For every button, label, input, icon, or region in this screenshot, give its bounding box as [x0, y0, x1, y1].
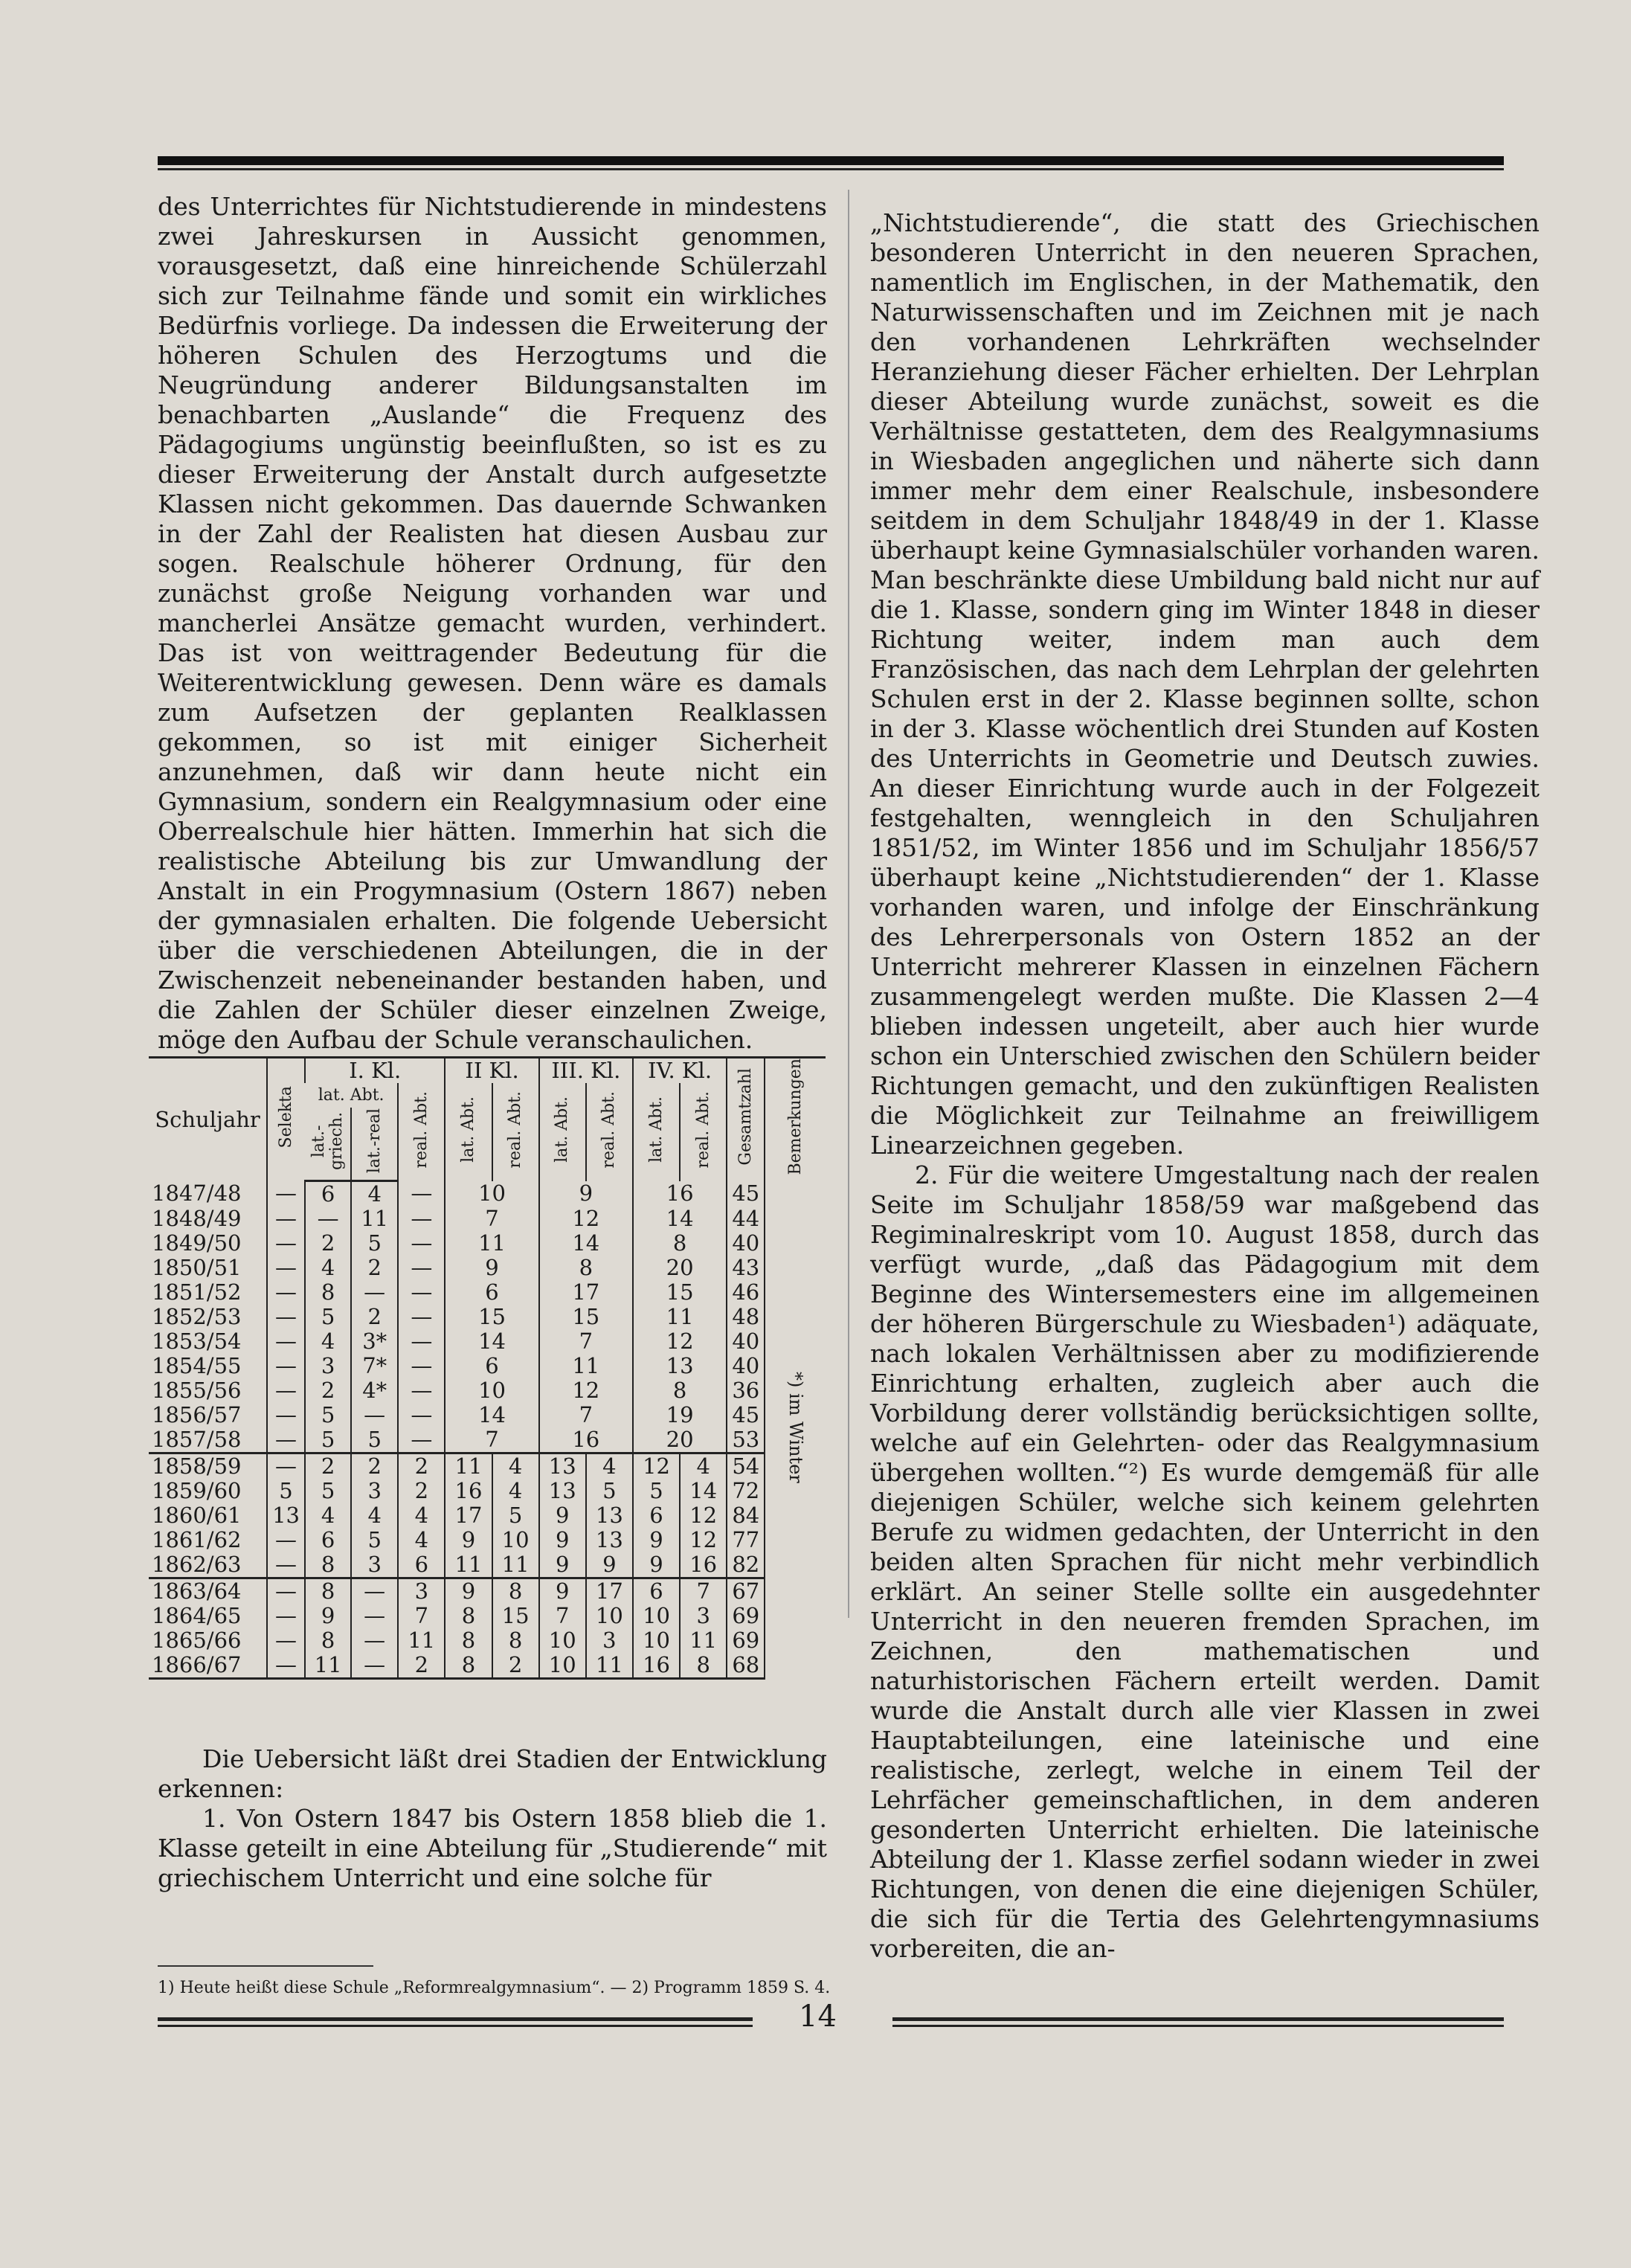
header-kl2-lat: lat. Abt. — [445, 1083, 492, 1181]
right-column — [870, 208, 1540, 1964]
table-cell: 2 — [398, 1453, 445, 1480]
table-cell: 5 — [305, 1403, 351, 1427]
header-kl4-real: real. Abt. — [680, 1083, 727, 1181]
after-table-text — [158, 1744, 827, 1893]
table-cell: 6 — [305, 1181, 351, 1207]
table-cell: 13 — [267, 1503, 305, 1528]
table-cell: 1863/64 — [149, 1578, 267, 1604]
table-row — [149, 1479, 826, 1503]
table-row — [149, 1256, 826, 1280]
table-cell: — — [351, 1653, 398, 1679]
table-row — [149, 1578, 826, 1604]
header-kl3: III. Kl. — [539, 1058, 633, 1084]
table-cell: 1855/56 — [152, 1378, 242, 1403]
table-cell: — — [398, 1256, 445, 1280]
right-paragraph-1: „Nichtstudierende“, die statt des Griechischen besonderen Unterricht in den neueren Sprachen, namentlich im Englischen, in der Mathematik, den Naturwissenschaften und im Zeichnen mit je nach den vorhandenen Lehrkräften wechselnder Heranziehung dieser Fächer erhielten. Der Lehrplan dieser Abteilung wurde zunächst, soweit es die Verhältnisse gestatteten, dem des Realgymnasiums in Wiesbaden angeglichen und näherte sich dann immer mehr dem einer Realschule, insbesondere seitdem in dem Schuljahr 1848/49 in der 1. Klasse überhaupt keine Gymnasialschüler vorhanden waren. Man beschränkte diese Umbildung bald nicht nur auf die 1. Klasse, sondern ging im Winter 1848 in dieser Richtung weiter, indem man auch dem Französischen, das nach dem Lehrplan der gelehrten Schulen erst in der 2. Klasse beginnen sollte, schon in der 3. Klasse wöchentlich drei Stunden auf Kosten des Unterrichts in Geometrie und Deutsch zuwies. An dieser Einrichtung wurde auch in der Folgezeit festgehalten, wenngleich in den Schuljahren 1851/52, im Winter 1856 und im Schuljahr 1856/57 überhaupt keine „Nichtstudierenden“ der 1. Klasse vorhanden waren, und infolge der Einschränkung des Lehrerpersonals von Ostern 1852 an der Unterricht mehrerer Klassen in einzelnen Fächern zusammengelegt werden mußte. Die Klassen 2—4 blieben indessen ungeteilt, aber auch hier wurde schon ein Unterschied zwischen den Schülern beider Richtungen gemacht, und den zukünftigen Realisten die Möglichkeit zur Teilnahme an freiwilligem Linearzeichnen gegeben. — [870, 208, 1540, 1160]
table-cell: 2 — [305, 1378, 351, 1403]
header-kl1-lat: lat. Abt. — [318, 1086, 385, 1105]
table-cell: 9 — [445, 1578, 492, 1604]
table-cell: 69 — [727, 1628, 765, 1653]
table-cell: 5 — [305, 1305, 351, 1329]
right-paragraph-2: 2. Für die weitere Umgestaltung nach der realen Seite im Schuljahr 1858/59 war maßgebend das Regiminalreskript vom 10. August 1858, durch das verfügt wurde, „daß das Pädagogium mit dem Beginne des Wintersemesters eine im allgemeinen der höheren Bürgerschule zu Wiesbaden¹) adäquate, nach lokalen Verhältnissen aber zu modifizierende Einrichtung erhalten, zugleich aber auch die Vorbildung derer vollständig berücksichtigen sollte, welche auf ein Gelehrten- oder das Realgymnasium übergehen wollten.“²) Es wurde demgemäß für alle diejenigen Schüler, welche sich keinem gelehrten Berufe zu widmen gedachten, der Unterricht in den beiden alten Sprachen für nicht mehr verbindlich erklärt. An seiner Stelle sollte ein ausgedehnter Unterricht in den neueren fremden Sprachen, im Zeichnen, den mathematischen und naturhistorischen Fächern erteilt werden. Damit wurde die Anstalt durch alle vier Klassen in zwei Hauptabteilungen, eine lateinische und eine realistische, zerlegt, welche in einem Teil der Lehrfächer gemeinschaftlichen, in dem anderen gesonderten Unterricht erhielten. Die lateinische Abteilung der 1. Klasse zerfiel sodann wieder in zwei Richtungen, von denen die eine diejenigen Schüler, die sich für die Tertia des Gelehrtengymnasiums vorbereiten, die an- — [870, 1160, 1540, 1963]
table-cell: 9 — [445, 1256, 538, 1280]
table-cell: 1858/59 — [149, 1453, 267, 1480]
table-cell: — — [267, 1528, 305, 1552]
table-cell: 1849/50 — [152, 1230, 242, 1256]
table-cell: 11 — [445, 1453, 492, 1480]
table-cell: 16 — [680, 1552, 727, 1578]
table-cell: — — [267, 1305, 305, 1329]
table-cell: 12 — [633, 1329, 727, 1354]
table-cell: — — [398, 1354, 445, 1378]
table-cell: 69 — [727, 1604, 765, 1628]
table-cell: 10 — [633, 1628, 680, 1653]
table-cell: 16 — [445, 1479, 492, 1503]
table-cell: 7 — [398, 1604, 445, 1628]
table-cell: — — [267, 1604, 305, 1628]
header-gesamt: Gesamtzahl — [727, 1058, 765, 1181]
table-cell: 6 — [305, 1528, 351, 1552]
table-cell: 9 — [633, 1552, 680, 1578]
table-cell: 4 — [305, 1256, 351, 1280]
table-cell: 1861/62 — [152, 1527, 242, 1552]
table-cell: 16 — [633, 1653, 680, 1679]
table-cell: 3 — [586, 1628, 633, 1653]
table-cell: 5 — [305, 1427, 351, 1453]
table-cell: 1866/67 — [149, 1653, 267, 1679]
table-cell: 7 — [445, 1427, 538, 1453]
table-cell: 1859/60 — [152, 1478, 242, 1503]
table-cell: 2 — [492, 1653, 539, 1679]
table-cell: 15 — [539, 1305, 633, 1329]
table-cell: 40 — [727, 1231, 765, 1256]
header-kl4: IV. Kl. — [633, 1058, 727, 1084]
table-row — [149, 1628, 826, 1653]
table-cell: 13 — [586, 1503, 633, 1528]
table-cell: 13 — [633, 1354, 727, 1378]
table-row — [149, 1453, 826, 1480]
table-cell: — — [398, 1403, 445, 1427]
table-row — [149, 1503, 826, 1528]
table-cell: 12 — [633, 1453, 680, 1480]
table-cell: — — [267, 1378, 305, 1403]
table-cell: 10 — [492, 1528, 539, 1552]
table-cell: 8 — [305, 1552, 351, 1578]
table-cell: 1850/51 — [152, 1255, 242, 1280]
table-row — [149, 1231, 826, 1256]
table-cell: — — [267, 1653, 305, 1679]
table-cell: 13 — [539, 1453, 586, 1480]
table-cell: 10 — [539, 1653, 586, 1679]
table-row — [149, 1427, 826, 1453]
table-cell: 12 — [539, 1378, 633, 1403]
table-cell: 16 — [539, 1427, 633, 1453]
header-schuljahr: Schuljahr — [149, 1058, 267, 1181]
table-cell: 11 — [305, 1653, 351, 1679]
table-cell: 2 — [351, 1256, 398, 1280]
table-cell: 1851/52 — [152, 1279, 242, 1305]
table-cell: — — [267, 1231, 305, 1256]
table-cell: — — [398, 1329, 445, 1354]
table-cell: 8 — [305, 1578, 351, 1604]
table-cell: 1862/63 — [152, 1552, 242, 1577]
table-cell: 4 — [492, 1479, 539, 1503]
header-bemerkungen: Bemerkungen — [765, 1058, 826, 1181]
table-cell: 8 — [492, 1628, 539, 1653]
table-cell: — — [267, 1427, 305, 1453]
table-cell: 43 — [727, 1256, 765, 1280]
header-kl2-real: real. Abt. — [492, 1083, 539, 1181]
table-cell: 4 — [351, 1181, 398, 1207]
table-cell: 44 — [727, 1207, 765, 1231]
table-cell: 3 — [351, 1552, 398, 1578]
table-cell: 36 — [727, 1378, 765, 1403]
table-cell: 11 — [351, 1207, 398, 1231]
table-cell: 10 — [445, 1378, 538, 1403]
table-cell: — — [398, 1231, 445, 1256]
table-cell: 45 — [727, 1403, 765, 1427]
table-cell: 7 — [539, 1604, 586, 1628]
table-cell: 15 — [492, 1604, 539, 1628]
header-kl1: I. Kl. — [305, 1058, 445, 1084]
table-cell: 40 — [727, 1354, 765, 1378]
table-cell: — — [267, 1552, 305, 1578]
left-paragraph-1: des Unterrichtes für Nichtstudierende in mindestens zwei Jahreskursen in Aussicht genommen, vorausgesetzt, daß eine hinreichende Schülerzahl sich zur Teilnahme fände und somit ein wirkliches Bedürfnis vorliege. Da indessen die Erweiterung der höheren Schulen des Herzogtums und die Neugründung anderer Bildungsanstalten im benachbarten „Auslande“ die Frequenz des Pädagogiums ungünstig beeinflußten, so ist es zu dieser Erweiterung der Anstalt durch aufgesetzte Klassen nicht gekommen. Das dauernde Schwanken in der Zahl der Realisten hat diesen Ausbau zur sogen. Realschule höherer Ordnung, für den zunächst große Neigung vorhanden war und mancherlei Ansätze gemacht wurden, verhindert. Das ist von weittragender Bedeutung für die Weiterentwicklung gewesen. Denn wäre es damals zum Aufsetzen der geplanten Realklassen gekommen, so ist mit einiger Sicherheit anzunehmen, daß wir dann heute nicht ein Gymnasium, sondern ein Realgymnasium oder eine Oberrealschule hier hätten. Immerhin hat sich die realistische Abteilung bis zur Umwandlung der Anstalt in ein Progymnasium (Ostern 1867) neben der gymnasialen erhalten. Die folgende Uebersicht über die verschiedenen Abteilungen, die in der Zwischenzeit nebeneinander bestanden haben, und die Zahlen der Schüler dieser einzelnen Zweige, möge den Aufbau der Schule veranschaulichen. — [158, 192, 827, 1054]
table-cell: 40 — [727, 1329, 765, 1354]
table-cell: 1852/53 — [152, 1304, 242, 1329]
table-cell: 5 — [351, 1528, 398, 1552]
table-cell: 54 — [727, 1453, 765, 1480]
table-cell: 77 — [727, 1528, 765, 1552]
table-cell: 1853/54 — [152, 1329, 242, 1354]
table-cell: 8 — [633, 1231, 727, 1256]
table-cell: 4 — [492, 1453, 539, 1480]
table-cell: — — [267, 1403, 305, 1427]
table-cell: — — [398, 1181, 445, 1207]
table-row — [149, 1305, 826, 1329]
table-cell: 1847/48 — [152, 1180, 242, 1207]
table-cell: 8 — [305, 1628, 351, 1653]
table-cell: 15 — [445, 1305, 538, 1329]
table-row — [149, 1403, 826, 1427]
table-cell: 4 — [398, 1503, 445, 1528]
table-cell: — — [267, 1354, 305, 1378]
page-number: 14 — [799, 1999, 837, 2034]
table-cell: 13 — [539, 1479, 586, 1503]
table-body — [149, 1181, 826, 1679]
table-cell: 12 — [539, 1207, 633, 1231]
table-cell: 9 — [633, 1528, 680, 1552]
table-cell: 5 — [492, 1503, 539, 1528]
table-cell: 4 — [398, 1528, 445, 1552]
header-selekta: Selekta — [267, 1058, 305, 1181]
table-cell: 3* — [351, 1329, 398, 1354]
table-cell: 6 — [445, 1280, 538, 1305]
table-cell: 20 — [633, 1256, 727, 1280]
table-cell: 4* — [351, 1378, 398, 1403]
table-cell: 7 — [680, 1578, 727, 1604]
table-cell: 2 — [398, 1653, 445, 1679]
table-cell: — — [351, 1578, 398, 1604]
table-cell: 3 — [398, 1578, 445, 1604]
table-cell: 68 — [727, 1653, 765, 1679]
table-cell: 1854/55 — [152, 1353, 242, 1378]
table-cell: 3 — [680, 1604, 727, 1628]
table-cell: 11 — [398, 1628, 445, 1653]
table-cell: 5 — [305, 1479, 351, 1503]
table-cell: 5 — [267, 1479, 305, 1503]
table-cell: 3 — [305, 1354, 351, 1378]
table-cell: 4 — [680, 1453, 727, 1480]
table-cell: 2 — [351, 1305, 398, 1329]
table-cell: — — [267, 1181, 305, 1207]
table-cell: — — [267, 1256, 305, 1280]
top-rule-thin — [158, 168, 1504, 170]
table-row — [149, 1354, 826, 1378]
table-cell: — — [398, 1280, 445, 1305]
header-kl1-latgr: lat.-griech. — [305, 1108, 351, 1181]
table-cell: 11 — [492, 1552, 539, 1578]
table-cell: — — [267, 1329, 305, 1354]
table-cell: 8 — [445, 1653, 492, 1679]
table-cell: 13 — [586, 1528, 633, 1552]
table-row — [149, 1653, 826, 1679]
table-cell: 8 — [305, 1280, 351, 1305]
table-cell: 4 — [586, 1453, 633, 1480]
table-cell: — — [351, 1403, 398, 1427]
table-cell: 46 — [727, 1280, 765, 1305]
table-cell: 9 — [539, 1181, 633, 1207]
header-kl4-lat: lat. Abt. — [633, 1083, 680, 1181]
left-column — [158, 192, 827, 1055]
table-cell: — — [351, 1628, 398, 1653]
table-cell: 9 — [539, 1552, 586, 1578]
table-cell: 11 — [539, 1354, 633, 1378]
table-cell: 8 — [492, 1578, 539, 1604]
table-cell: 5 — [586, 1479, 633, 1503]
table-cell: 8 — [633, 1378, 727, 1403]
table-cell: 6 — [398, 1552, 445, 1578]
table-cell: 17 — [539, 1280, 633, 1305]
table-cell: — — [398, 1207, 445, 1231]
table-cell: 15 — [633, 1280, 727, 1305]
table-cell: 1856/57 — [152, 1402, 242, 1427]
table-cell: 11 — [445, 1231, 538, 1256]
table-cell: 53 — [727, 1427, 765, 1453]
table-row — [149, 1604, 826, 1628]
table-cell: 11 — [633, 1305, 727, 1329]
table-cell: 2 — [305, 1453, 351, 1480]
table-cell: 6 — [633, 1578, 680, 1604]
table-cell: 1864/65 — [152, 1603, 242, 1628]
table-cell: 11 — [586, 1653, 633, 1679]
table-cell: 8 — [539, 1256, 633, 1280]
table-cell: 1848/49 — [152, 1206, 242, 1231]
student-statistics-table — [149, 1056, 826, 1680]
table-cell: 8 — [445, 1604, 492, 1628]
top-rule — [158, 156, 1504, 165]
table-cell: 5 — [633, 1479, 680, 1503]
table-cell: 6 — [445, 1354, 538, 1378]
table-cell: 9 — [305, 1604, 351, 1628]
table-row — [149, 1552, 826, 1578]
table-cell: 14 — [539, 1231, 633, 1256]
table-cell: 45 — [727, 1181, 765, 1207]
table-cell: 20 — [633, 1427, 727, 1453]
table-cell: 84 — [727, 1503, 765, 1528]
bottom-rule-left-thin — [158, 2025, 753, 2027]
table-cell: — — [398, 1378, 445, 1403]
footnote-rule — [158, 1965, 373, 1967]
bottom-rule-left — [158, 2017, 753, 2021]
table-cell: 12 — [680, 1528, 727, 1552]
table-cell: 5 — [351, 1427, 398, 1453]
table-cell: 48 — [727, 1305, 765, 1329]
table-cell: 1860/61 — [152, 1503, 242, 1528]
table-cell: 4 — [305, 1329, 351, 1354]
table-cell: 6 — [633, 1503, 680, 1528]
table-cell: 2 — [398, 1479, 445, 1503]
winter-note: *) im Winter — [785, 1371, 807, 1483]
table-cell: — — [267, 1628, 305, 1653]
table-row — [149, 1378, 826, 1403]
header-kl1-latreal: lat.-real — [351, 1108, 398, 1181]
header-kl1-real: real. Abt. — [398, 1083, 445, 1181]
table-cell: 19 — [633, 1403, 727, 1427]
table-cell: 14 — [633, 1207, 727, 1231]
table-cell: — — [267, 1453, 305, 1480]
table-cell: 7 — [445, 1207, 538, 1231]
table-cell: 14 — [445, 1329, 538, 1354]
table-cell: 7 — [539, 1329, 633, 1354]
header-kl2: II Kl. — [445, 1058, 538, 1084]
table-cell: 5 — [351, 1231, 398, 1256]
table-cell: — — [305, 1207, 351, 1231]
table-cell: 4 — [351, 1503, 398, 1528]
table-cell: — — [398, 1427, 445, 1453]
table-cell: 9 — [445, 1528, 492, 1552]
table-cell: 9 — [586, 1552, 633, 1578]
table-cell: 10 — [445, 1181, 538, 1207]
table-cell: 11 — [445, 1552, 492, 1578]
table-cell: 3 — [351, 1479, 398, 1503]
stage-1-paragraph: 1. Von Ostern 1847 bis Ostern 1858 blieb die 1. Klasse geteilt in eine Abteilung für „Studierende“ mit griechischem Unterricht und eine solche für — [158, 1804, 827, 1892]
table-cell: — — [267, 1280, 305, 1305]
table-cell: 72 — [727, 1479, 765, 1503]
table-cell: 9 — [539, 1578, 586, 1604]
table-row — [149, 1528, 826, 1552]
table-cell: 10 — [586, 1604, 633, 1628]
bemerkungen-cell — [765, 1181, 826, 1679]
table-cell: — — [398, 1305, 445, 1329]
table-cell: — — [351, 1604, 398, 1628]
column-divider — [848, 190, 849, 1618]
table-cell: 7* — [351, 1354, 398, 1378]
table-cell: 14 — [445, 1403, 538, 1427]
table-cell: 16 — [633, 1181, 727, 1207]
stages-intro: Die Uebersicht läßt drei Stadien der Entwicklung erkennen: — [158, 1744, 827, 1803]
table-cell: 4 — [305, 1503, 351, 1528]
table-cell: 8 — [680, 1653, 727, 1679]
table-cell: 82 — [727, 1552, 765, 1578]
footnote: 1) Heute heißt diese Schule „Reformrealgymnasium“. — 2) Programm 1859 S. 4. — [158, 1979, 831, 1997]
header-kl3-real: real. Abt. — [586, 1083, 633, 1181]
table-cell: — — [267, 1207, 305, 1231]
table-cell: 9 — [539, 1528, 586, 1552]
table-cell: 9 — [539, 1503, 586, 1528]
table-row — [149, 1181, 826, 1207]
table-cell: — — [267, 1578, 305, 1604]
table-row — [149, 1207, 826, 1231]
table-row — [149, 1329, 826, 1354]
table-cell: 10 — [633, 1604, 680, 1628]
table-cell: 17 — [445, 1503, 492, 1528]
table-row — [149, 1280, 826, 1305]
table-cell: 7 — [539, 1403, 633, 1427]
header-kl3-lat: lat. Abt. — [539, 1083, 586, 1181]
table-cell: 2 — [305, 1231, 351, 1256]
bottom-rule-right — [892, 2017, 1504, 2021]
table-cell: 11 — [680, 1628, 727, 1653]
table-cell: 17 — [586, 1578, 633, 1604]
table-cell: 2 — [351, 1453, 398, 1480]
bottom-rule-right-thin — [892, 2025, 1504, 2027]
table-cell: 1865/66 — [152, 1628, 242, 1653]
table-cell: 12 — [680, 1503, 727, 1528]
table-cell: 14 — [680, 1479, 727, 1503]
table-cell: 10 — [539, 1628, 586, 1653]
table-cell: 67 — [727, 1578, 765, 1604]
table-cell: 1857/58 — [152, 1427, 242, 1452]
table-cell: 8 — [445, 1628, 492, 1653]
table-cell: — — [351, 1280, 398, 1305]
